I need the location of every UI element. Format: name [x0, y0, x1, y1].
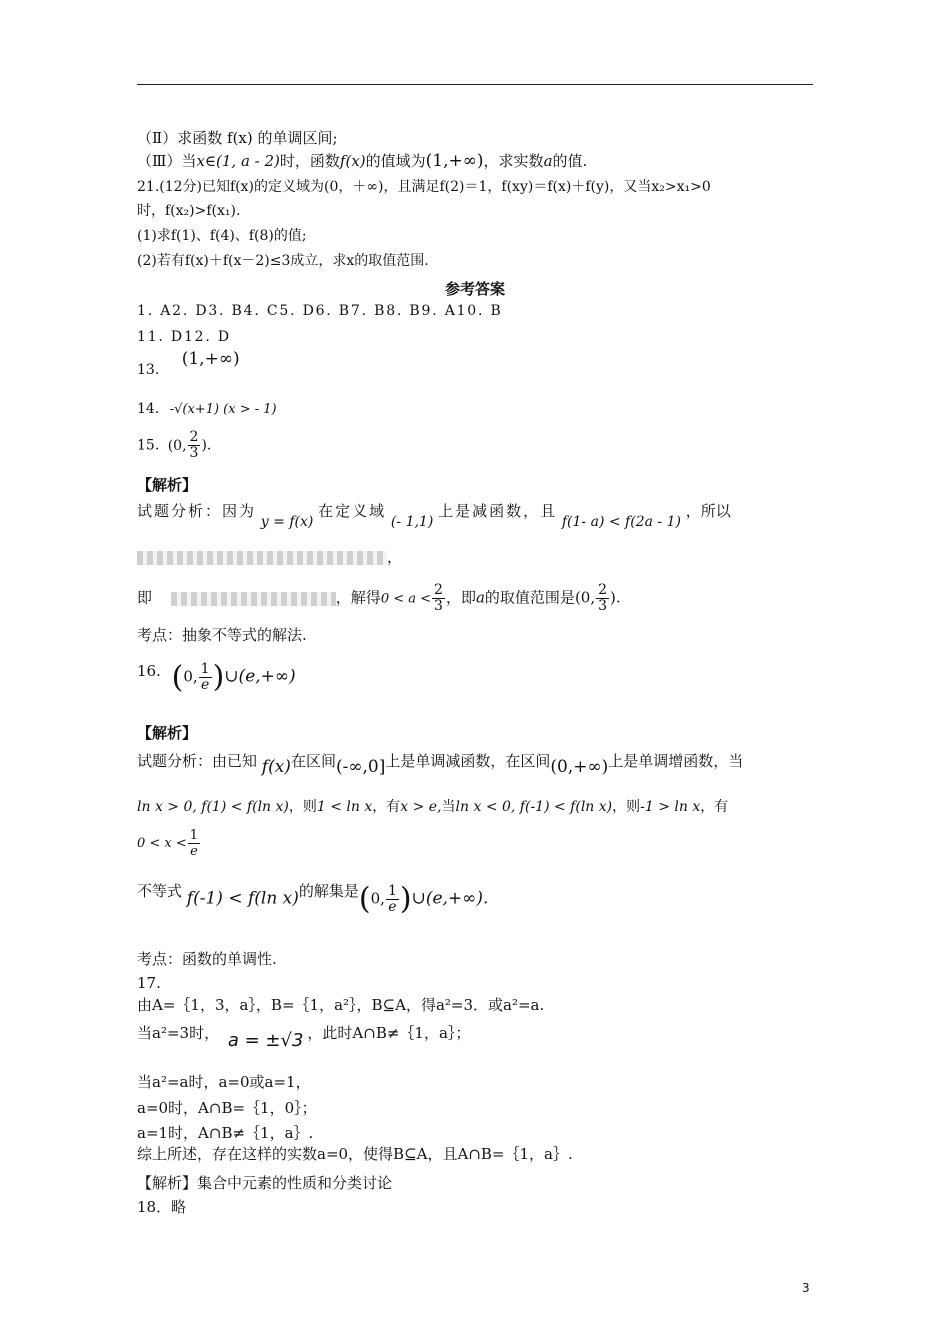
- header-rule: [137, 84, 813, 85]
- answer-18: 18．略: [137, 1198, 187, 1216]
- topic-16: 考点：函数的单调性.: [137, 950, 277, 968]
- unreadable-formula-2: [171, 592, 336, 606]
- answers-11-12: 11. D12. D: [137, 329, 231, 345]
- question-21-part-2: (2)若有f(x)＋f(x－2)≤3成立，求x的取值范围.: [137, 253, 429, 269]
- analysis-15-line-1: 试题分析：因为 y = f(x) 在定义域 (- 1,1) 上是减函数，且 f(1- a) < f(2a - 1) ，所以: [137, 502, 731, 530]
- question-21-stem: 21.(12分)已知f(x)的定义域为(0，＋∞)，且满足f(2)＝1，f(xy)＝f(x)＋f(y)，又当x₂>x₁>0: [137, 179, 711, 195]
- analysis-16-line-2: ln x > 0, f(1) < f(ln x)，则1 < ln x，有x > e,当ln x < 0, f(-1) < f(ln x)，则-1 > ln x，有: [137, 799, 729, 815]
- answer-17: 17.: [137, 974, 161, 992]
- answer-13: 13. (1,+∞): [137, 349, 240, 378]
- analysis-15-line-2: ，: [137, 548, 402, 566]
- answers-1-10: 1. A2. D3. B4. C5. D6. B7. B8. B9. A10. B: [137, 303, 503, 319]
- answer-17-line-6: 综上所述，存在这样的实数a=0，使得B⊆A，且A∩B=｛1，a｝.: [137, 1145, 573, 1163]
- answer-14: 14. -√(x+1) (x > - 1): [137, 401, 277, 417]
- answer-17-line-5: a=1时，A∩B≠｛1，a｝.: [137, 1124, 314, 1142]
- answer-16: 16. (0, $\frac{1}{e}$ )∪(e,+∞): [137, 659, 296, 695]
- question-20-part-3: （Ⅲ）当x∈(1, a - 2)时，函数f(x)的值域为(1,+∞)，求实数a的值.: [137, 151, 588, 171]
- unreadable-formula: [137, 551, 387, 565]
- analysis-heading-16: 【解析】: [137, 724, 198, 742]
- answer-17-line-4: a=0时，A∩B=｛1，0｝；: [137, 1099, 317, 1117]
- question-20-part-2: （Ⅱ）求函数 f(x) 的单调区间;: [137, 129, 338, 147]
- analysis-16-line-3: 0 < x < $\frac{1}{e}$: [137, 828, 199, 859]
- analysis-16-line-4: 不等式 f(-1) < f(ln x)的解集是(0, $\frac{1}{e}$ )∪(e,+∞).: [137, 881, 489, 917]
- topic-15: 考点：抽象不等式的解法.: [137, 626, 307, 644]
- analysis-heading-15: 【解析】: [137, 476, 198, 494]
- analysis-15-line-3: 即 ，解得0 < a < $\frac{2}{3}$ ，即a的取值范围是(0, $\frac{2}{3}$ ).: [137, 582, 621, 614]
- answer-17-line-1: 由A=｛1，3，a｝，B=｛1，a²｝，B⊆A，得a²=3．或a²=a.: [137, 996, 545, 1014]
- answer-17-line-3: 当a²=a时，a=0或a=1，: [137, 1073, 311, 1091]
- answer-15: 15. (0, $\frac{2}{3}$ ).: [137, 429, 212, 461]
- question-21-part-1: (1)求f(1)、f(4)、f(8)的值;: [137, 228, 307, 244]
- analysis-16-line-1: 试题分析：由已知 f(x)在区间(-∞,0]上是单调减函数，在区间(0,+∞)上是单调增函数，当: [137, 752, 744, 777]
- question-21-stem-cont: 时，f(x₂)>f(x₁).: [137, 203, 241, 219]
- page-number: 3: [802, 1281, 810, 1295]
- answer-key-title: 参考答案: [444, 280, 505, 298]
- analysis-17: 【解析】集合中元素的性质和分类讨论: [137, 1174, 393, 1192]
- answer-17-line-2: 当a²=3时， a = ±√3 ，此时A∩B≠｛1，a｝；: [137, 1024, 471, 1051]
